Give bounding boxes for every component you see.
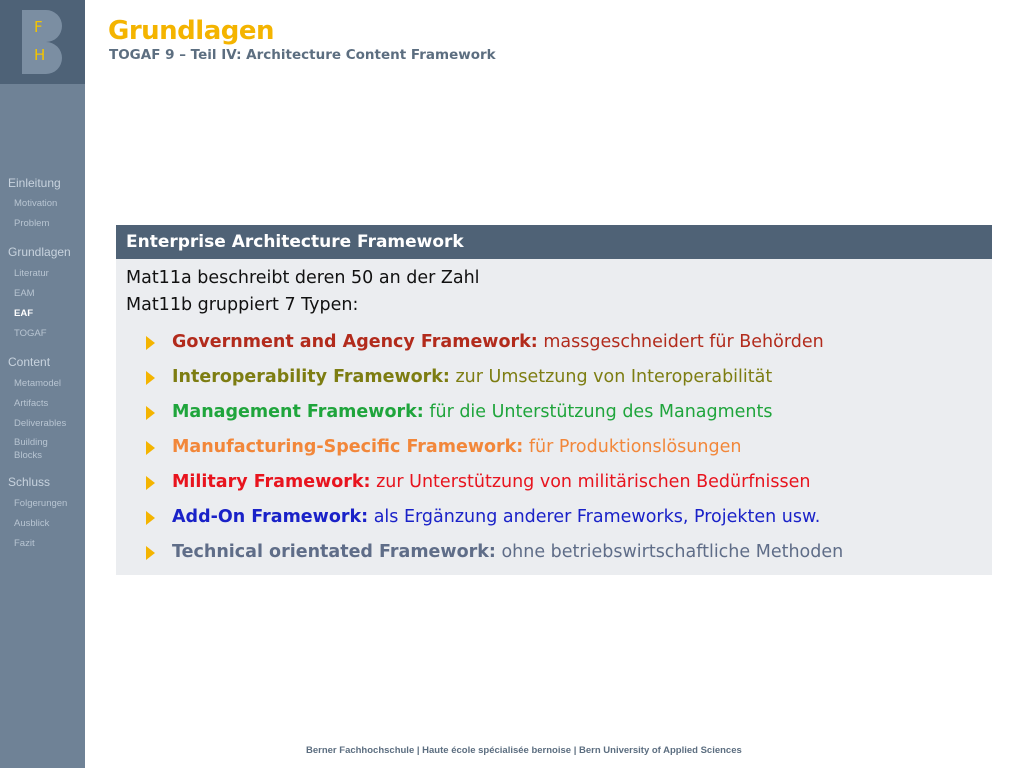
nav-item-problem[interactable]: Problem — [14, 218, 50, 229]
list-item — [126, 325, 982, 360]
nav-section-grundlagen[interactable]: Grundlagen — [8, 245, 71, 259]
nav-item-ausblick[interactable]: Ausblick — [14, 518, 50, 529]
framework-description: für die Unterstützung des Managments — [423, 402, 773, 422]
bullet-triangle-icon — [146, 441, 155, 455]
list-item — [126, 360, 982, 395]
nav-item-motivation[interactable]: Motivation — [14, 198, 58, 209]
framework-description: zur Umsetzung von Interoperabilität — [449, 367, 773, 387]
logo-letter-h: H — [34, 46, 46, 64]
framework-list — [126, 325, 982, 570]
nav-item-eam[interactable]: EAM — [14, 288, 35, 299]
nav-item-artifacts[interactable]: Artifacts — [14, 398, 49, 409]
nav-item-eaf[interactable]: EAF — [14, 308, 33, 319]
block-line-1: Mat11a beschreibt deren 50 an der Zahl — [126, 268, 480, 288]
sidebar — [0, 0, 85, 768]
content-block — [116, 225, 992, 575]
framework-term: Add-On Framework: — [172, 507, 369, 527]
bullet-triangle-icon — [146, 511, 155, 525]
slide-title: Grundlagen — [108, 16, 275, 46]
framework-term: Management Framework: — [172, 402, 424, 422]
list-item — [126, 465, 982, 500]
block-line-2: Mat11b gruppiert 7 Typen: — [126, 295, 359, 315]
bullet-triangle-icon — [146, 406, 155, 420]
nav-item-building-blocks[interactable]: Building Blocks — [14, 437, 48, 461]
framework-description: für Produktionslösungen — [523, 437, 742, 457]
footer: Berner Fachhochschule | Haute école spécialisée bernoise | Bern University of Applied Sciences — [306, 745, 742, 756]
nav-item-literatur[interactable]: Literatur — [14, 268, 49, 279]
bullet-triangle-icon — [146, 371, 155, 385]
list-item — [126, 500, 982, 535]
nav-item-deliverables[interactable]: Deliverables — [14, 418, 67, 429]
logo-letter-f: F — [34, 18, 43, 36]
nav-item-fazit[interactable]: Fazit — [14, 538, 35, 549]
list-item — [126, 430, 982, 465]
nav-item-metamodel[interactable]: Metamodel — [14, 378, 61, 389]
framework-description: als Ergänzung anderer Frameworks, Projekten usw. — [368, 507, 821, 527]
framework-term: Military Framework: — [172, 472, 371, 492]
sidebar-nav — [0, 172, 85, 554]
framework-term: Technical orientated Framework: — [172, 542, 496, 562]
block-title: Enterprise Architecture Framework — [116, 225, 992, 259]
nav-item-folgerungen[interactable]: Folgerungen — [14, 498, 68, 509]
bullet-triangle-icon — [146, 336, 155, 350]
list-item — [126, 535, 982, 570]
nav-item-togaf[interactable]: TOGAF — [14, 328, 47, 339]
framework-description: zur Unterstützung von militärischen Bedürfnissen — [370, 472, 811, 492]
slide-subtitle: TOGAF 9 – Teil IV: Architecture Content Framework — [109, 47, 496, 63]
nav-section-einleitung[interactable]: Einleitung — [8, 176, 61, 190]
nav-section-content[interactable]: Content — [8, 355, 51, 369]
bullet-triangle-icon — [146, 476, 155, 490]
logo-box — [0, 0, 85, 84]
block-body — [116, 259, 992, 570]
framework-term: Government and Agency Framework: — [172, 332, 538, 352]
nav-section-schluss[interactable]: Schluss — [8, 475, 51, 489]
framework-description: massgeschneidert für Behörden — [537, 332, 824, 352]
framework-description: ohne betriebswirtschaftliche Methoden — [495, 542, 844, 562]
bullet-triangle-icon — [146, 546, 155, 560]
framework-term: Manufacturing-Specific Framework: — [172, 437, 524, 457]
list-item — [126, 395, 982, 430]
framework-term: Interoperability Framework: — [172, 367, 450, 387]
